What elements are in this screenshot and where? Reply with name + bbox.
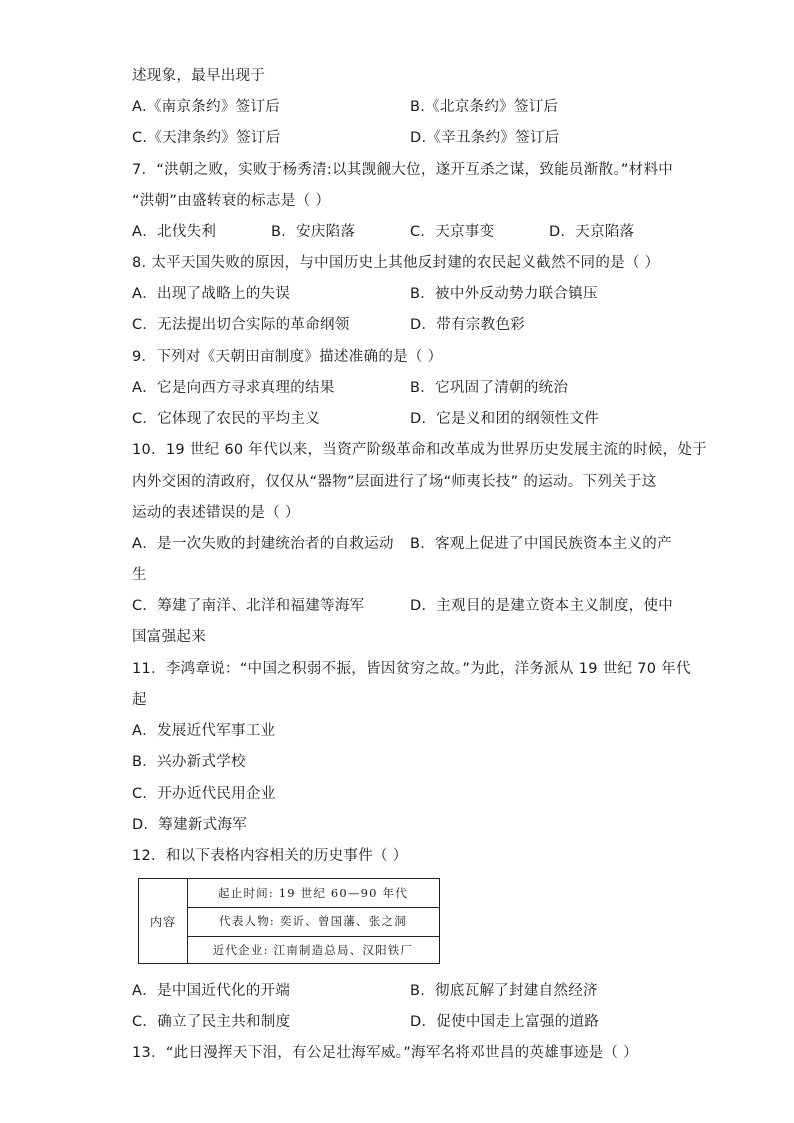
q10-option-d[interactable]: D．主观目的是建立资本主义制度，使中 [410, 598, 674, 614]
q6-option-d[interactable]: D.《辛丑条约》签订后 [410, 130, 560, 146]
q8-option-d[interactable]: D．带有宗教色彩 [410, 317, 526, 333]
q7-stem-line1: 7．“洪朝之败，实败于杨秀清:以其觊觎大位，遂开互杀之谋，致能员渐散。”材料中 [132, 162, 674, 178]
q11-stem-line1: 11．李鸿章说：“中国之积弱不振，皆因贫穷之故。”为此，洋务派从 19 世纪 70 年代 [132, 661, 691, 677]
q9-option-b[interactable]: B．它巩固了清朝的统治 [410, 380, 569, 396]
q11-stem-line2: 起 [132, 692, 147, 708]
q7-option-a[interactable]: A．北伐失利 [132, 224, 217, 240]
q11-option-b[interactable]: B．兴办新式学校 [132, 754, 246, 770]
q10-option-b[interactable]: B．客观上促进了中国民族资本主义的产 [410, 536, 672, 552]
q6-option-b[interactable]: B.《北京条约》签订后 [410, 99, 559, 115]
q9-option-d[interactable]: D．它是义和团的纲领性文件 [410, 411, 600, 427]
q12-stem: 12．和以下表格内容相关的历史事件（ ） [132, 848, 408, 864]
q10-option-b-wrap: 生 [132, 567, 147, 583]
q10-stem-line2: 内外交困的清政府，仅仅从“器物”层面进行了场“师夷长技” 的运动。下列关于这 [132, 474, 657, 490]
q12-table-label: 内容 [139, 879, 188, 963]
q10-stem-line1: 10．19 世纪 60 年代以来，当资产阶级革命和改革成为世界历史发展主流的时候，处于 [132, 442, 708, 458]
q12-table-row-figures: 代表人物: 奕䜣、曾国藩、张之洞 [187, 907, 439, 936]
q7-option-d[interactable]: D．天京陷落 [549, 224, 635, 240]
q10-option-c[interactable]: C．筹建了南洋、北洋和福建等海军 [132, 598, 365, 614]
q7-stem-line2: “洪朝”由盛转衰的标志是（ ） [132, 193, 331, 209]
q11-option-d[interactable]: D．筹建新式海军 [132, 817, 248, 833]
q9-option-c[interactable]: C．它体现了农民的平均主义 [132, 411, 321, 427]
q9-option-a[interactable]: A．它是向西方寻求真理的结果 [132, 380, 335, 396]
q7-option-b[interactable]: B．安庆陷落 [271, 224, 356, 240]
q6-option-a[interactable]: A.《南京条约》签订后 [132, 99, 281, 115]
q12-table-figure [138, 878, 440, 964]
q10-option-a[interactable]: A．是一次失败的封建统治者的自救运动 [132, 536, 394, 552]
q8-option-c[interactable]: C．无法提出切合实际的革命纲领 [132, 317, 350, 333]
q8-stem: 8. 太平天国失败的原因，与中国历史上其他反封建的农民起义截然不同的是（ ） [132, 255, 660, 271]
q6-option-c[interactable]: C.《天津条约》签订后 [132, 130, 281, 146]
q12-option-c[interactable]: C．确立了民主共和制度 [132, 1014, 291, 1030]
q12-option-b[interactable]: B．彻底瓦解了封建自然经济 [410, 983, 598, 999]
q12-table-row-enterprises: 近代企业: 江南制造总局、汉阳铁厂 [212, 942, 414, 957]
q11-option-a[interactable]: A．发展近代军事工业 [132, 723, 276, 739]
q12-option-a[interactable]: A．是中国近代化的开端 [132, 983, 291, 999]
q13-stem: 13．“此日漫挥天下泪，有公足壮海军威。”海军名将邓世昌的英雄事迹是（ ） [132, 1045, 638, 1061]
q10-option-d-wrap: 国富强起来 [132, 629, 206, 645]
q9-stem: 9．下列对《天朝田亩制度》描述准确的是（ ） [132, 349, 443, 365]
q7-option-c[interactable]: C．天京事变 [410, 224, 495, 240]
q8-option-b[interactable]: B．被中外反动势力联合镇压 [410, 286, 598, 302]
q8-option-a[interactable]: A．出现了战略上的失误 [132, 286, 291, 302]
q11-option-c[interactable]: C．开办近代民用企业 [132, 786, 276, 802]
q6-stem-continuation: 述现象，最早出现于 [132, 68, 266, 84]
q12-table-row-period: 起止时间: 19 世纪 60—90 年代 [187, 879, 439, 908]
q12-option-d[interactable]: D．促使中国走上富强的道路 [410, 1014, 600, 1030]
q10-stem-line3: 运动的表述错误的是（ ） [132, 505, 300, 521]
